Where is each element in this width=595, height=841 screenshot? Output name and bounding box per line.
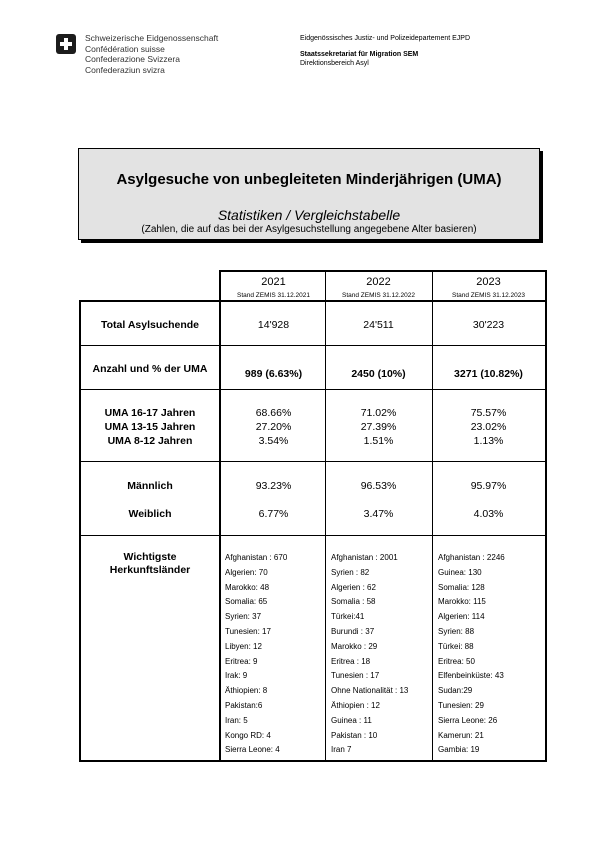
country-list-2023: [438, 551, 505, 758]
table-row-border: [79, 461, 547, 462]
secretariat-name: Staatssekretariat für Migration SEM: [300, 51, 419, 58]
countries-label-line: Herkunftsländer: [109, 564, 191, 576]
cell-total: 14'928: [257, 319, 290, 331]
country-item: Sierra Leone: 26: [438, 715, 498, 725]
country-item: Algerien: 70: [225, 567, 268, 577]
year-header: 2023: [476, 276, 501, 288]
country-item: Äthiopien : 12: [331, 700, 380, 710]
country-item: Marokko : 29: [331, 641, 378, 651]
stand-note: Stand ZEMIS 31.12.2021: [237, 292, 310, 299]
table-row-border: [79, 345, 547, 346]
row-label-male: Männlich: [127, 480, 173, 492]
table-top-border: [219, 270, 547, 272]
country-item: Sudan:29: [438, 686, 473, 696]
cell-age: 23.02%: [470, 421, 507, 433]
cell-age: 3.54%: [258, 435, 289, 447]
cell-age: 1.51%: [363, 435, 394, 447]
division-name: Direktionsbereich Asyl: [300, 60, 369, 67]
country-item: Libyen: 12: [225, 641, 262, 651]
org-line: Confederaziun svizra: [85, 64, 165, 75]
country-item: Gambia: 19: [438, 745, 480, 755]
country-item: Afghanistan : 2001: [331, 553, 398, 562]
page-subtitle: Statistiken / Vergleichstabelle: [217, 207, 401, 223]
country-item: Pakistan:6: [225, 700, 263, 710]
country-list-2022: [331, 551, 408, 758]
table-header-border: [79, 300, 547, 302]
cross-horizontal: [60, 42, 72, 46]
cell-age: 27.39%: [360, 421, 397, 433]
country-item: Guinea : 11: [331, 715, 372, 725]
table-row-border: [79, 389, 547, 390]
country-item: Äthiopien: 8: [225, 686, 268, 696]
cell-uma: 2450 (10%): [351, 368, 406, 380]
country-item: Türkei: 88: [438, 641, 474, 651]
cell-female: 4.03%: [473, 508, 504, 520]
swiss-cross-logo: [56, 34, 76, 54]
cell-total: 30'223: [472, 319, 505, 331]
country-item: Iran: 5: [225, 715, 248, 725]
cell-age: 75.57%: [470, 407, 507, 419]
country-item: Pakistan : 10: [331, 730, 378, 740]
country-item: Guinea: 130: [438, 567, 482, 577]
cell-male: 93.23%: [255, 480, 292, 492]
country-item: Syrien: 37: [225, 612, 262, 622]
table-border-right: [545, 270, 547, 762]
table-col-divider: [432, 270, 433, 762]
org-line: Confederazione Svizzera: [85, 54, 180, 64]
country-item: Kamerun: 21: [438, 730, 484, 740]
countries-label-line: Wichtigste: [123, 551, 177, 563]
cell-age: 1.13%: [473, 435, 504, 447]
country-item: Syrien : 82: [331, 567, 370, 577]
row-label-age: UMA 16-17 Jahren: [104, 407, 196, 419]
country-item: Somalia: 65: [225, 597, 268, 607]
year-header: 2022: [366, 276, 391, 288]
title-note: (Zahlen, die auf das bei der Asylgesuchstellung angegebene Alter basieren): [141, 224, 477, 235]
country-item: Afghanistan : 670: [225, 553, 288, 562]
country-item: Elfenbeinküste: 43: [438, 671, 504, 681]
country-item: Algerien: 114: [438, 612, 485, 622]
org-line: Confédération suisse: [85, 43, 165, 54]
row-label-female: Weiblich: [128, 508, 172, 520]
year-header: 2021: [261, 276, 286, 288]
country-item: Somalia: 128: [438, 582, 485, 592]
country-item: Marokko: 48: [225, 582, 270, 592]
cell-age: 68.66%: [255, 407, 292, 419]
title-box: [78, 148, 540, 240]
country-item: Afghanistan : 2246: [438, 553, 505, 562]
stand-note: Stand ZEMIS 31.12.2023: [452, 292, 525, 299]
cell-male: 95.97%: [470, 480, 507, 492]
row-label-age: UMA 8-12 Jahren: [107, 435, 193, 447]
country-item: Ohne Nationalität : 13: [331, 686, 409, 696]
country-item: Kongo RD: 4: [225, 730, 271, 740]
country-item: Türkei:41: [331, 612, 365, 622]
row-label-age: UMA 13-15 Jahren: [104, 421, 196, 433]
table-row-border: [79, 535, 547, 536]
row-label-countries: [80, 551, 220, 577]
country-item: Marokko: 115: [438, 597, 486, 607]
cell-uma: 3271 (10.82%): [454, 368, 523, 380]
country-item: Eritrea : 18: [331, 656, 371, 666]
country-item: Eritrea: 9: [225, 656, 258, 666]
cell-uma: 989 (6.63%): [244, 368, 303, 380]
country-item: Somalia : 58: [331, 597, 376, 607]
department-name: Eidgenössisches Justiz- und Polizeidepartement EJPD: [300, 35, 471, 42]
row-label-uma: Anzahl und % der UMA: [92, 363, 208, 375]
country-list-2021: [225, 551, 287, 758]
cell-female: 3.47%: [363, 508, 394, 520]
cell-female: 6.77%: [258, 508, 289, 520]
row-label-total: Total Asylsuchende: [100, 319, 200, 331]
country-item: Tunesien: 29: [438, 700, 484, 710]
table-bottom-border: [79, 760, 547, 762]
org-name-block: [85, 33, 218, 75]
country-item: Burundi : 37: [331, 626, 375, 636]
cell-age: 27.20%: [255, 421, 292, 433]
country-item: Eritrea: 50: [438, 656, 475, 666]
country-item: Tunesien: 17: [225, 626, 271, 636]
country-item: Sierra Leone: 4: [225, 745, 280, 755]
stand-note: Stand ZEMIS 31.12.2022: [342, 292, 415, 299]
country-item: Tunesien : 17: [331, 671, 380, 681]
org-line: Schweizerische Eidgenossenschaft: [85, 33, 219, 43]
cell-age: 71.02%: [360, 407, 397, 419]
department-block: [300, 34, 470, 68]
page-title: Asylgesuche von unbegleiteten Minderjährigen (UMA): [116, 171, 502, 188]
country-item: Syrien: 88: [438, 626, 475, 636]
cell-total: 24'511: [363, 319, 394, 331]
country-item: Algerien : 62: [331, 582, 376, 592]
country-item: Irak: 9: [225, 671, 248, 681]
country-item: Iran 7: [331, 745, 352, 755]
cell-male: 96.53%: [360, 480, 397, 492]
